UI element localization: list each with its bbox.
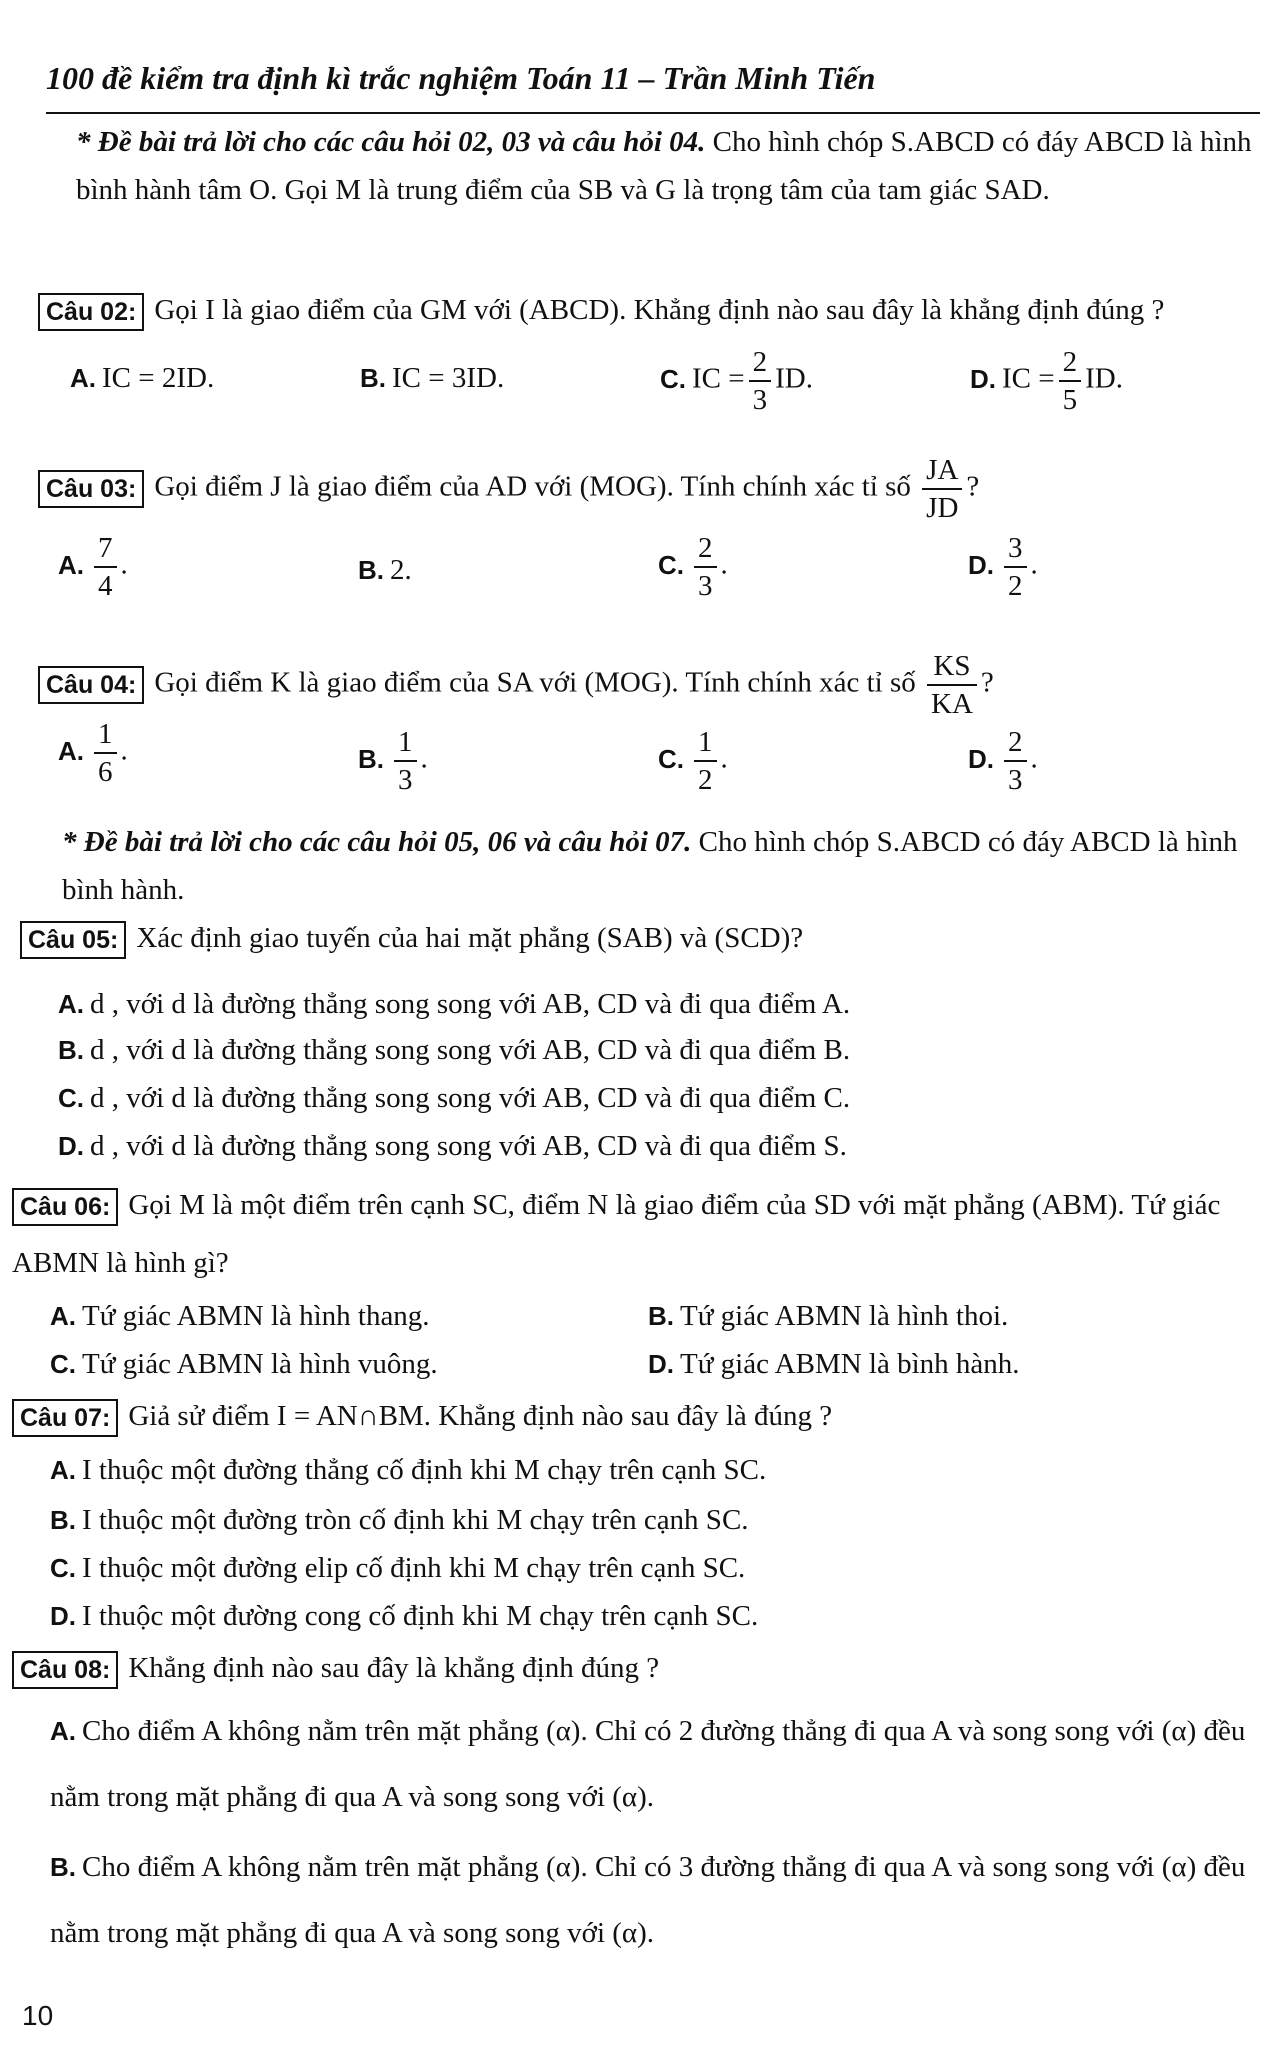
options-row-06 [50, 1296, 1250, 1396]
question-02 [38, 290, 1268, 331]
option-a[interactable]: A. I thuộc một đường thẳng cố định khi M chạy trên cạnh SC. [50, 1454, 767, 1486]
question-label: Câu 05: [20, 921, 126, 959]
page-header: 100 đề kiểm tra định kì trắc nghiệm Toán 11 – Trần Minh Tiến [46, 60, 876, 96]
option-a[interactable]: A. Tứ giác ABMN là hình thang. [50, 1300, 430, 1332]
option-b[interactable]: B. 2. [358, 554, 412, 586]
question-07 [12, 1396, 1242, 1437]
intro-text: Cho hình chóp S.ABCD có đáy ABCD là hình bình hành. [62, 826, 1238, 906]
option-b[interactable]: B. d , với d là đường thẳng song song với AB, CD và đi qua điểm B. [58, 1034, 851, 1066]
option-a[interactable]: A. Cho điểm A không nằm trên mặt phẳng (α). Chỉ có 2 đường thẳng đi qua A và song song với (α) đều nằm trong mặt phẳng đi qua A và song song với (α). [50, 1715, 1246, 1813]
option-b[interactable]: B. $\frac{1}{3}$ . [358, 726, 428, 796]
intro-paragraph-1 [76, 118, 1266, 214]
option-a[interactable]: A. $\frac{1}{6}$ . [58, 718, 128, 788]
ratio-fraction: $\frac{KS}{KA}$ [927, 648, 977, 722]
question-label: Câu 06: [12, 1188, 118, 1226]
options-row-03 [58, 530, 1248, 610]
question-label: Câu 08: [12, 1651, 118, 1689]
question-08 [12, 1648, 1242, 1689]
header-rule [46, 112, 1260, 114]
option-a[interactable]: A. IC = 2ID. [70, 362, 215, 394]
option-d[interactable]: D. $\frac{2}{3}$ . [968, 726, 1038, 796]
option-d[interactable]: D. $\frac{3}{2}$ . [968, 532, 1038, 602]
question-text: Gọi M là một điểm trên cạnh SC, điểm N là giao điểm của SD với mặt phẳng (ABM). Tứ giác ABMN là hình gì? [12, 1189, 1221, 1279]
option-b[interactable]: B. Cho điểm A không nằm trên mặt phẳng (α). Chỉ có 3 đường thẳng đi qua A và song song với (α) đều nằm trong mặt phẳng đi qua A và song song với (α). [50, 1851, 1246, 1949]
question-05 [20, 918, 1250, 959]
question-label: Câu 03: [38, 470, 144, 508]
option-c[interactable]: C. d , với d là đường thẳng song song với AB, CD và đi qua điểm C. [58, 1082, 851, 1114]
question-text: Gọi điểm J là giao điểm của AD với (MOG). Tính chính xác tỉ số [154, 470, 911, 503]
option-d[interactable]: D. I thuộc một đường cong cố định khi M chạy trên cạnh SC. [50, 1600, 759, 1632]
question-label: Câu 04: [38, 666, 144, 704]
question-text: Khẳng định nào sau đây là khẳng định đúng ? [128, 1652, 660, 1684]
option-b[interactable]: B. I thuộc một đường tròn cố định khi M chạy trên cạnh SC. [50, 1504, 749, 1536]
option-c[interactable]: C. $\frac{1}{2}$ . [658, 726, 728, 796]
options-row-02 [70, 346, 1260, 432]
option-b[interactable]: B. IC = 3ID. [360, 362, 505, 394]
option-b[interactable]: B. Tứ giác ABMN là hình thoi. [648, 1300, 1009, 1332]
question-03: Câu 03: Gọi điểm J là giao điểm của AD với (MOG). Tính chính xác tỉ số $\frac{JA}{JD}$ ? [38, 452, 1268, 526]
intro-paragraph-2 [62, 818, 1252, 914]
question-text: Gọi điểm K là giao điểm của SA với (MOG). Tính chính xác tỉ số [154, 666, 916, 699]
option-d[interactable]: D. d , với d là đường thẳng song song với AB, CD và đi qua điểm S. [58, 1130, 847, 1162]
question-06 [12, 1176, 1242, 1292]
ratio-fraction: $\frac{JA}{JD}$ [922, 452, 962, 526]
fraction: $\frac{2}{5}$ [1059, 344, 1082, 418]
option-a[interactable]: A. $\frac{7}{4}$ . [58, 532, 128, 602]
options-row-04 [58, 716, 1248, 796]
question-label: Câu 07: [12, 1399, 118, 1437]
option-d[interactable]: D. IC = $\frac{2}{5}$ ID. [970, 346, 1123, 416]
intro-lead: * Đề bài trả lời cho các câu hỏi 02, 03 và câu hỏi 04. [76, 126, 706, 158]
intro-text: Cho hình chóp S.ABCD có đáy ABCD là hình bình hành tâm O. Gọi M là trung điểm của SB và G là trọng tâm của tam giác SAD. [76, 126, 1252, 206]
intro-lead: * Đề bài trả lời cho các câu hỏi 05, 06 và câu hỏi 07. [62, 826, 692, 858]
question-text: Gọi I là giao điểm của GM với (ABCD). Khẳng định nào sau đây là khẳng định đúng ? [154, 294, 1165, 326]
option-c[interactable]: C. Tứ giác ABMN là hình vuông. [50, 1348, 438, 1380]
question-text: Giả sử điểm I = AN∩BM. Khẳng định nào sau đây là đúng ? [128, 1400, 833, 1432]
option-c[interactable]: C. I thuộc một đường elip cố định khi M chạy trên cạnh SC. [50, 1552, 746, 1584]
option-c[interactable]: C. IC = $\frac{2}{3}$ ID. [660, 346, 813, 416]
page-number: 10 [22, 2000, 54, 2031]
option-a[interactable]: A. d , với d là đường thẳng song song với AB, CD và đi qua điểm A. [58, 988, 851, 1020]
question-text: Xác định giao tuyến của hai mặt phẳng (SAB) và (SCD)? [136, 922, 804, 954]
option-c[interactable]: C. $\frac{2}{3}$ . [658, 532, 728, 602]
question-label: Câu 02: [38, 293, 144, 331]
fraction: $\frac{2}{3}$ [749, 344, 772, 418]
option-d[interactable]: D. Tứ giác ABMN là bình hành. [648, 1348, 1020, 1380]
question-04: Câu 04: Gọi điểm K là giao điểm của SA với (MOG). Tính chính xác tỉ số $\frac{KS}{KA}$ ? [38, 648, 1268, 722]
